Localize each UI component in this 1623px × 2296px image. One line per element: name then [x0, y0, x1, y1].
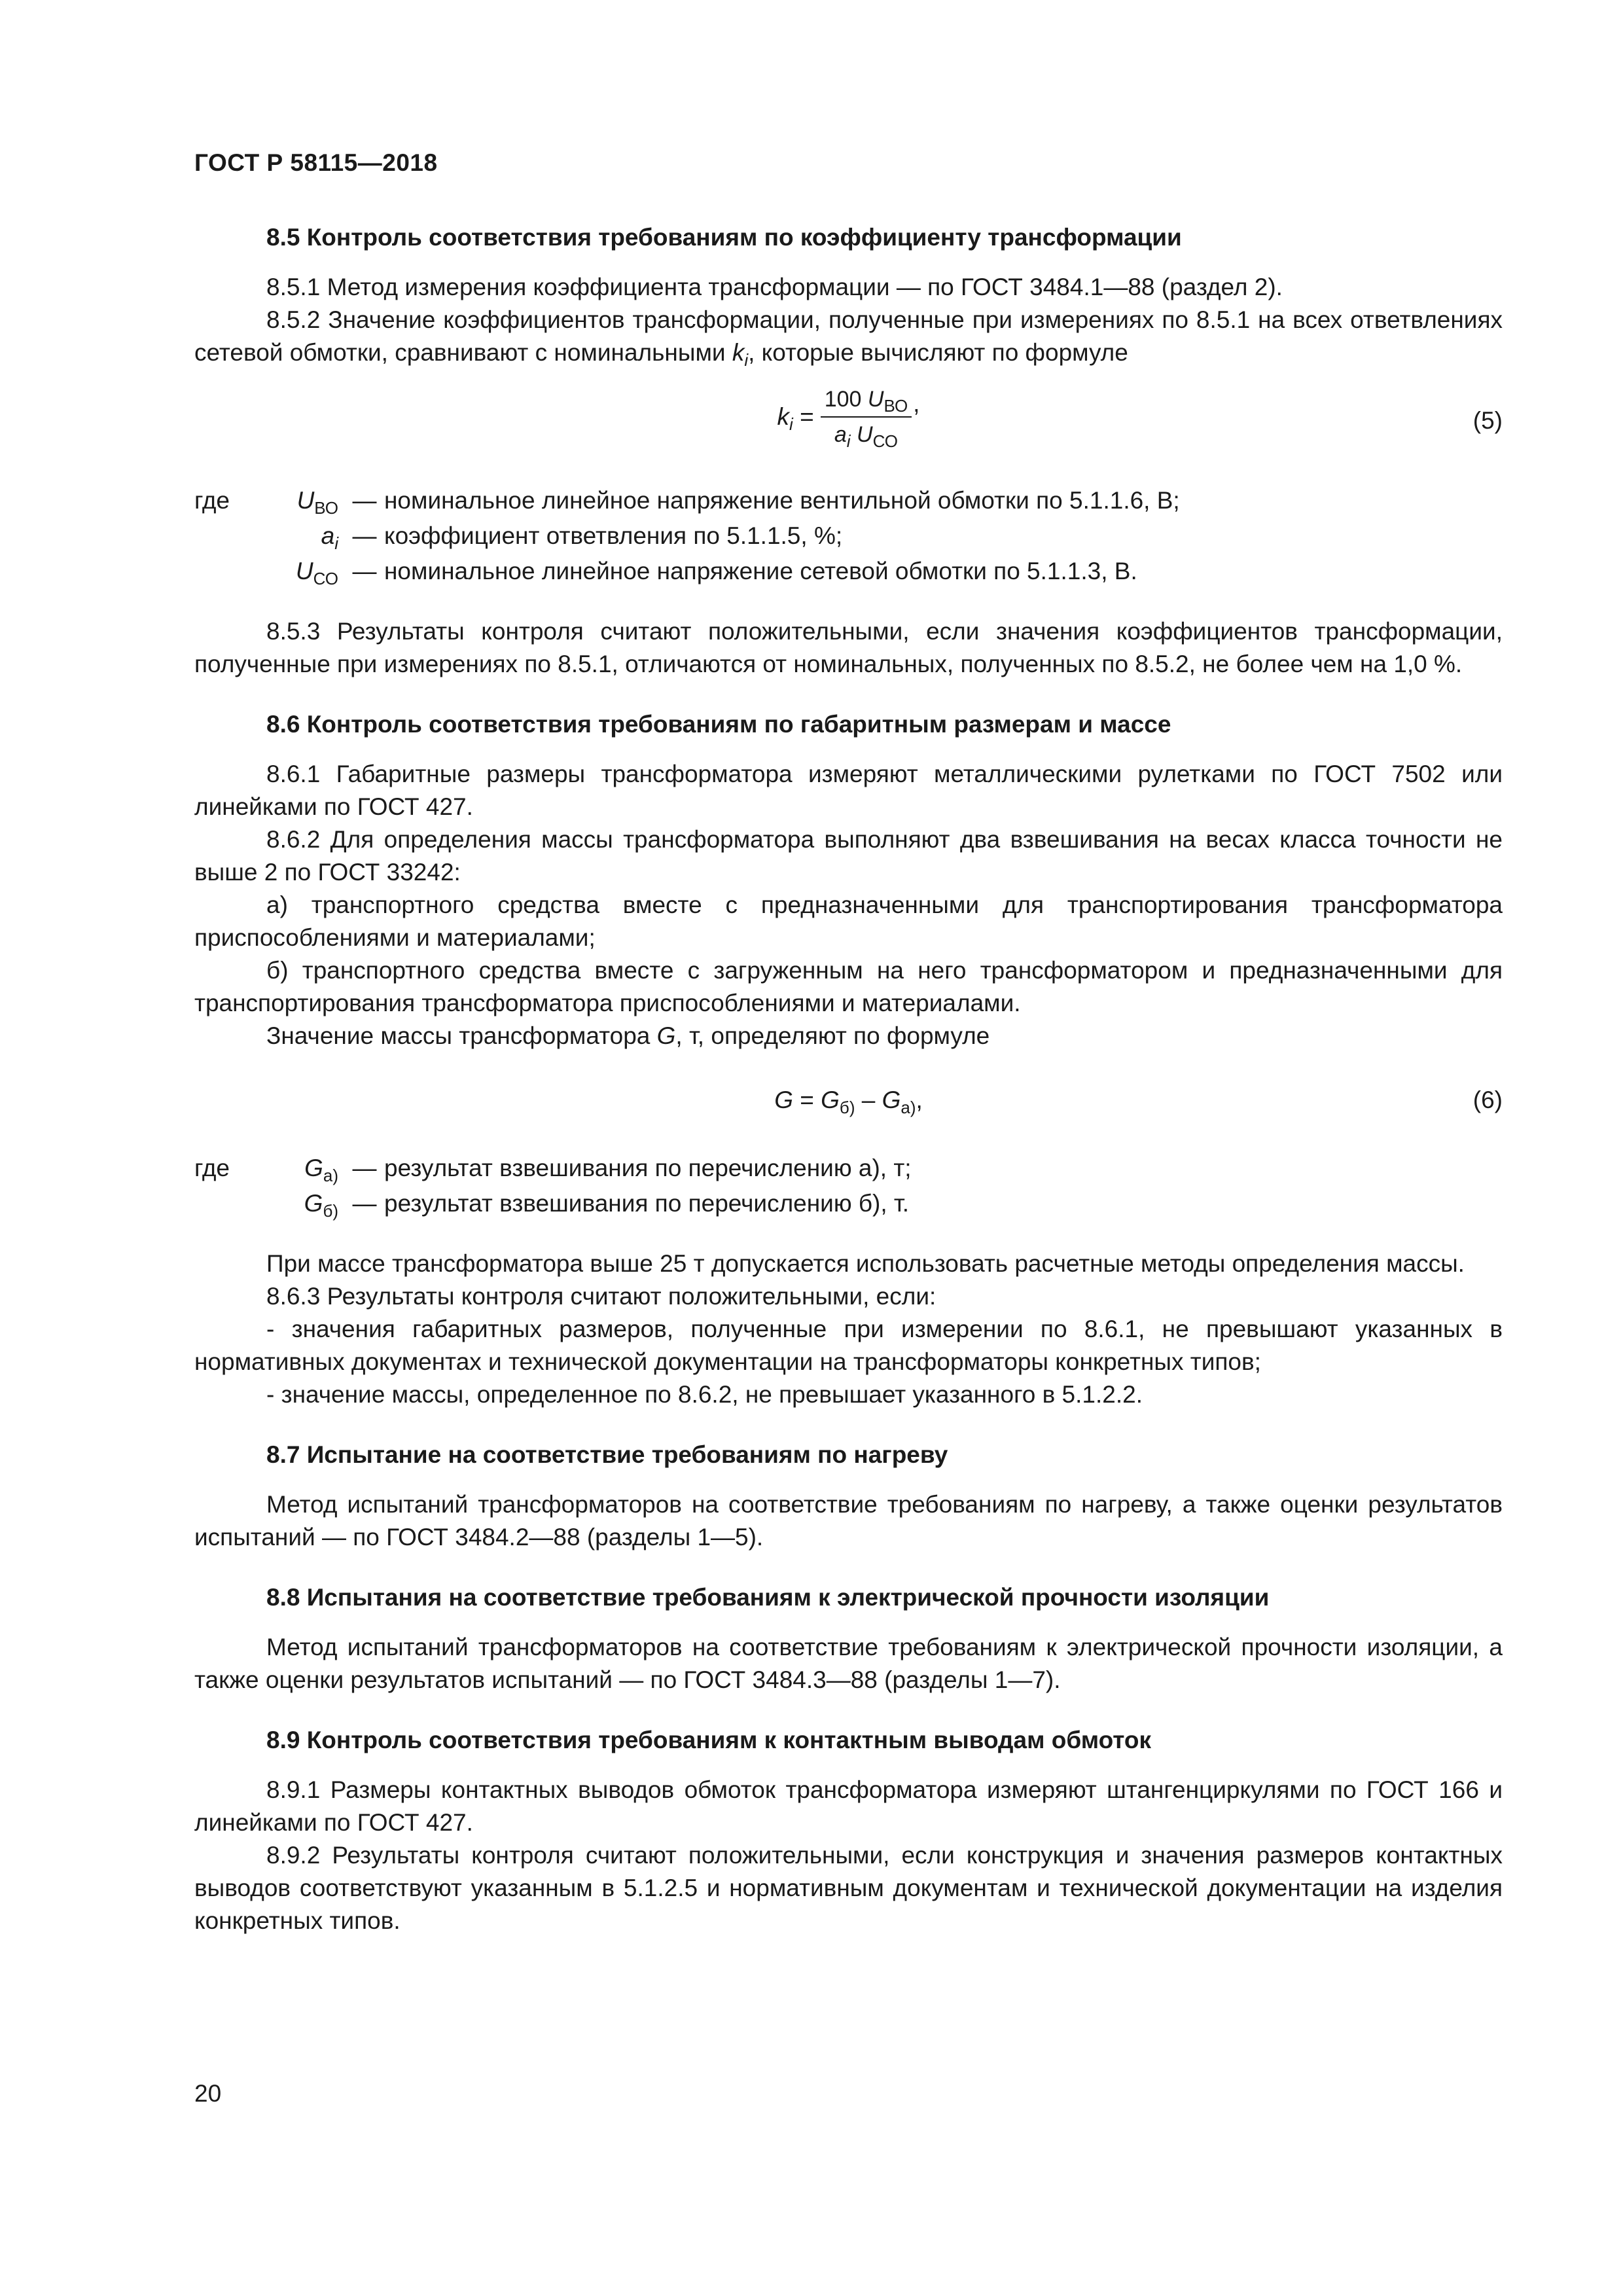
legend-row: [194, 1151, 1503, 1186]
legend-dash: —: [352, 1190, 377, 1217]
formula-6-lhs: G: [774, 1086, 793, 1113]
formula-6-term1-sub: б): [839, 1098, 855, 1117]
paragraph-8-5-2-start: 8.5.2 Значение коэффициентов трансформации, полученные при измерениях по 8.5.1 на всех ответвлениях сетевой обмотки, сравнивают с номинальными: [194, 306, 1503, 366]
legend-where-label: где: [194, 487, 230, 514]
legend-symbol: G: [304, 1190, 323, 1217]
legend-text: номинальное линейное напряжение вентильной обмотки по 5.1.1.6, В;: [384, 487, 1180, 514]
legend-symbol-sub: ВО: [314, 498, 338, 518]
paragraph-8-5-2-end: , которые вычисляют по формуле: [748, 339, 1128, 366]
paragraph-8-5-2: [194, 304, 1503, 369]
symbol-g: G: [656, 1022, 676, 1049]
formula-5-den-var2: U: [857, 422, 873, 447]
formula-6-term2: G: [882, 1086, 901, 1113]
paragraph-8-9-2: 8.9.2 Результаты контроля считают положительными, если конструкция и значения размеров контактных выводов соответствуют указанным в 5.1.2.5 и нормативным документам и технической документации на изделия конкретных типов.: [194, 1842, 1503, 1934]
legend-text: результат взвешивания по перечислению а), т;: [384, 1155, 912, 1181]
legend-symbol-sub: i: [334, 533, 338, 553]
formula-6-tail: ,: [916, 1086, 923, 1113]
paragraph-8-6-2: 8.6.2 Для определения массы трансформатора выполняют два взвешивания на весах класса точности не выше 2 по ГОСТ 33242:: [194, 826, 1503, 886]
paragraph-8-8: Метод испытаний трансформаторов на соответствие требованиям к электрической прочности изоляции, а также оценки результатов испытаний — по ГОСТ 3484.3—88 (разделы 1—7).: [194, 1634, 1503, 1693]
formula-5-den-var1: a: [834, 422, 847, 447]
legend-symbol-sub: СО: [313, 569, 338, 588]
section-8-7-title: 8.7 Испытание на соответствие требованиям по нагреву: [266, 1441, 948, 1468]
formula-6-number: (6): [1472, 1086, 1503, 1113]
legend-row: [194, 483, 1503, 518]
legend-symbol: a: [321, 522, 335, 549]
paragraph-8-5-1: 8.5.1 Метод измерения коэффициента трансформации — по ГОСТ 3484.1—88 (раздел 2).: [266, 274, 1283, 300]
page-content: [194, 221, 1503, 1937]
section-8-5-title: 8.5 Контроль соответствия требованиям по коэффициенту трансформации: [266, 224, 1182, 251]
formula-5-legend: [194, 483, 1503, 589]
formula-6-eq: =: [793, 1086, 821, 1113]
formula-5-eq: =: [800, 403, 814, 430]
list-item-a: а) транспортного средства вместе с предназначенными для транспортирования трансформатора приспособлениями и материалами;: [194, 891, 1503, 951]
legend-symbol: U: [296, 487, 315, 514]
formula-5-numerator: [821, 386, 912, 418]
legend-symbol-sub: а): [323, 1166, 338, 1185]
formula-6: [194, 1079, 1503, 1124]
formula-6-term1: G: [821, 1086, 840, 1113]
legend-dash: —: [352, 487, 377, 514]
page-number: 20: [194, 2080, 222, 2107]
paragraph-mass-intro: [194, 1020, 1503, 1052]
formula-5-coef: 100: [824, 387, 868, 412]
formula-5: [194, 386, 1503, 471]
legend-text: коэффициент ответвления по 5.1.1.5, %;: [384, 522, 843, 549]
formula-5-lhs: k: [777, 403, 790, 430]
legend-text: номинальное линейное напряжение сетевой обмотки по 5.1.1.3, В.: [384, 558, 1137, 584]
formula-5-den-sub2: СО: [872, 431, 899, 451]
formula-5-num-var: U: [867, 387, 884, 412]
legend-symbol: U: [295, 558, 313, 584]
legend-row: [194, 1186, 1503, 1221]
legend-symbol: G: [304, 1155, 323, 1181]
section-8-9-title: 8.9 Контроль соответствия требованиям к контактным выводам обмоток: [266, 1727, 1152, 1753]
formula-5-tail: ,: [913, 390, 920, 417]
bullet-mass: - значение массы, определенное по 8.6.2, не превышает указанного в 5.1.2.2.: [266, 1381, 1143, 1408]
mass-intro-end: , т, определяют по формуле: [675, 1022, 990, 1049]
formula-5-num-sub: ВО: [883, 396, 908, 416]
paragraph-mass-over-25t: При массе трансформатора выше 25 т допускается использовать расчетные методы определения массы.: [266, 1250, 1465, 1277]
legend-where-label: где: [194, 1155, 230, 1181]
formula-6-legend: [194, 1151, 1503, 1221]
legend-symbol-sub: б): [323, 1201, 338, 1221]
legend-row: [194, 518, 1503, 554]
document-code: ГОСТ Р 58115—2018: [194, 149, 438, 176]
mass-intro-start: Значение массы трансформатора: [266, 1022, 657, 1049]
paragraph-8-7: Метод испытаний трансформаторов на соответствие требованиям по нагреву, а также оценки результатов испытаний — по ГОСТ 3484.2—88 (разделы 1—5).: [194, 1491, 1503, 1551]
legend-dash: —: [352, 558, 377, 584]
formula-5-lhs-sub: i: [789, 414, 793, 434]
symbol-k-sub: i: [744, 350, 749, 370]
document-page: [194, 0, 1503, 2296]
formula-6-minus: –: [855, 1086, 882, 1113]
symbol-k: k: [732, 339, 745, 366]
paragraph-8-5-3: 8.5.3 Результаты контроля считают положительными, если значения коэффициентов трансформации, полученные при измерениях по 8.5.1, отличаются от номинальных, полученных по 8.5.2, не более чем на 1,0 %.: [194, 618, 1503, 677]
section-8-8-title: 8.8 Испытания на соответствие требованиям к электрической прочности изоляции: [266, 1584, 1270, 1611]
paragraph-8-6-1: 8.6.1 Габаритные размеры трансформатора измеряют металлическими рулетками по ГОСТ 7502 или линейками по ГОСТ 427.: [194, 761, 1503, 820]
formula-5-den-sub1: i: [846, 431, 851, 451]
formula-6-term2-sub: а): [901, 1098, 916, 1117]
legend-text: результат взвешивания по перечислению б), т.: [384, 1190, 910, 1217]
paragraph-8-6-3: 8.6.3 Результаты контроля считают положительными, если:: [266, 1283, 936, 1310]
section-8-6-title: 8.6 Контроль соответствия требованиям по габаритным размерам и массе: [266, 711, 1171, 738]
list-item-b: б) транспортного средства вместе с загруженным на него трансформатором и предназначенными для транспортирования трансформатора приспособлениями и материалами.: [194, 957, 1503, 1016]
legend-dash: —: [352, 522, 377, 549]
legend-row: [194, 554, 1503, 589]
bullet-dimensions: - значения габаритных размеров, полученные при измерении по 8.6.1, не превышают указанных в нормативных документах и технической документации на трансформаторы конкретных типов;: [194, 1316, 1503, 1375]
formula-5-fraction: [821, 386, 912, 451]
paragraph-8-9-1: 8.9.1 Размеры контактных выводов обмоток трансформатора измеряют штангенциркулями по ГОСТ 166 и линейками по ГОСТ 427.: [194, 1776, 1503, 1836]
formula-5-number: (5): [1472, 407, 1503, 434]
legend-dash: —: [352, 1155, 377, 1181]
formula-5-denominator: [834, 418, 899, 451]
